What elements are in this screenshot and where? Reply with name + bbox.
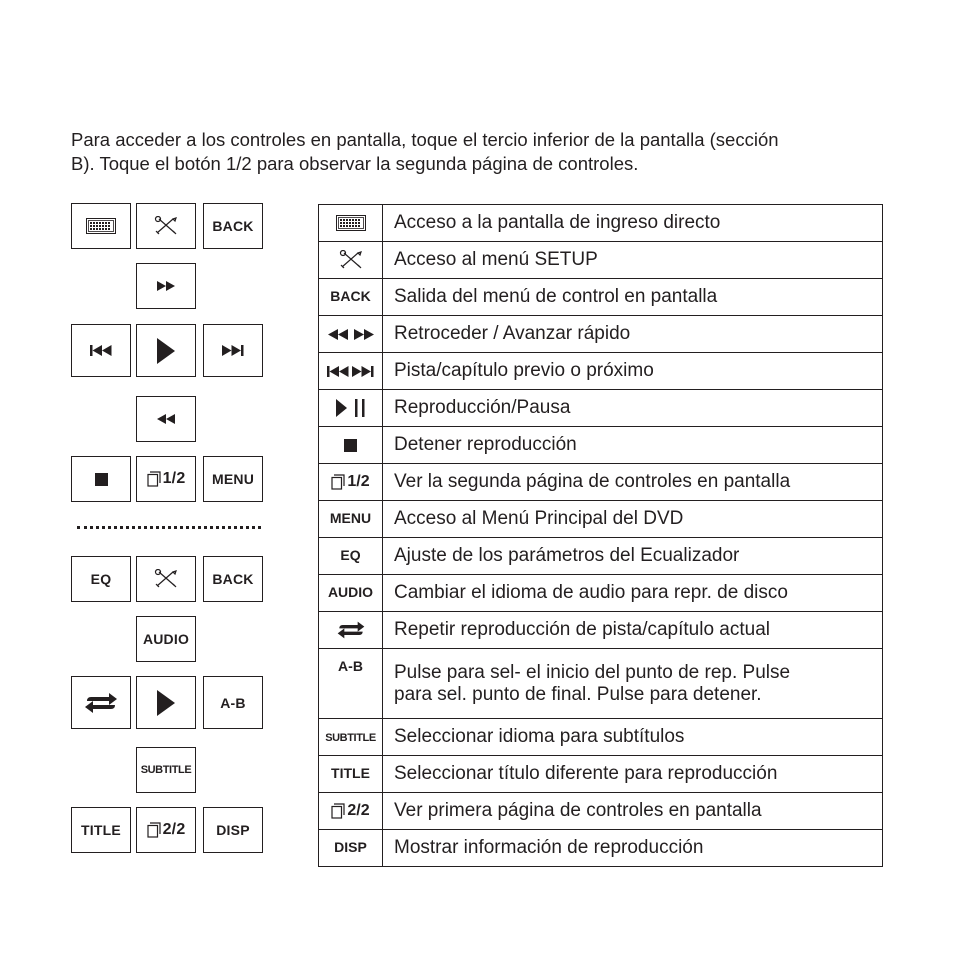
- legend-menu-label: MENU: [329, 510, 372, 526]
- disp-button[interactable]: [203, 807, 263, 853]
- legend-row: [319, 830, 883, 867]
- pages-icon: [331, 474, 345, 490]
- legend-description: Cambiar el idioma de audio para repr. de disco: [383, 575, 883, 612]
- back-button-2[interactable]: [203, 556, 263, 602]
- back-button-label: BACK: [212, 218, 254, 234]
- legend-row: [319, 501, 883, 538]
- legend-page-2-2-label: 2/2: [347, 802, 370, 819]
- legend-icon-cell: [319, 649, 383, 719]
- rewind-icon: [328, 329, 348, 340]
- page-1-2-button[interactable]: [136, 456, 196, 502]
- legend-row: [319, 464, 883, 501]
- title-button-label: TITLE: [81, 822, 121, 838]
- legend-description-line-1: Pulse para sel- el inicio del punto de rep. Pulse: [394, 661, 791, 683]
- tools-icon: [153, 569, 179, 589]
- keypad-button[interactable]: [71, 203, 131, 249]
- legend-row: [319, 279, 883, 316]
- keypad-icon: [86, 218, 116, 234]
- stop-button[interactable]: [71, 456, 131, 502]
- menu-button[interactable]: [203, 456, 263, 502]
- setup-button-2[interactable]: [136, 556, 196, 602]
- legend-icon-cell: [319, 793, 383, 830]
- play-icon: [157, 338, 175, 364]
- back-button[interactable]: [203, 203, 263, 249]
- disp-button-label: DISP: [216, 822, 250, 838]
- legend-row: [319, 719, 883, 756]
- legend-row: [319, 316, 883, 353]
- back-button-2-label: BACK: [212, 571, 254, 587]
- audio-button[interactable]: [136, 616, 196, 662]
- legend-description-line-2: para sel. punto de final. Pulse para detener.: [394, 683, 762, 705]
- legend-description: Retroceder / Avanzar rápido: [383, 316, 883, 353]
- legend-row: [319, 575, 883, 612]
- legend-icon-cell: [319, 316, 383, 353]
- legend-icon-cell: [319, 719, 383, 756]
- fast-forward-button[interactable]: [136, 263, 196, 309]
- legend-description: [383, 649, 883, 719]
- legend-subtitle-label: SUBTITLE: [325, 732, 376, 744]
- legend-description: Acceso a la pantalla de ingreso directo: [383, 205, 883, 242]
- legend-audio-label: AUDIO: [327, 584, 374, 600]
- legend-title-label: TITLE: [331, 765, 370, 781]
- legend-icon-cell: [319, 353, 383, 390]
- next-track-icon: [352, 366, 374, 377]
- legend-page-1-2-label: 1/2: [347, 473, 370, 490]
- legend-row: [319, 649, 883, 719]
- stop-icon: [344, 439, 357, 452]
- repeat-button[interactable]: [71, 676, 131, 729]
- pages-icon: [331, 803, 345, 819]
- legend-row: [319, 612, 883, 649]
- legend-icon-cell: [319, 575, 383, 612]
- legend-icon-cell: [319, 390, 383, 427]
- legend-description: Salida del menú de control en pantalla: [383, 279, 883, 316]
- legend-description: Repetir reproducción de pista/capítulo actual: [383, 612, 883, 649]
- legend-table: [318, 204, 883, 867]
- play-icon: [157, 690, 175, 716]
- eq-button-label: EQ: [90, 571, 112, 587]
- page-2-2-button[interactable]: [136, 807, 196, 853]
- next-track-button[interactable]: [203, 324, 263, 377]
- legend-icon-cell: [319, 612, 383, 649]
- rewind-icon: [157, 414, 175, 424]
- previous-track-icon: [90, 345, 112, 356]
- legend-ab-label: A-B: [338, 658, 363, 674]
- previous-track-icon: [327, 366, 349, 377]
- legend-icon-cell: [319, 756, 383, 793]
- next-track-icon: [222, 345, 244, 356]
- ab-button[interactable]: [203, 676, 263, 729]
- page-divider: [77, 526, 261, 529]
- tools-icon: [338, 250, 364, 270]
- legend-icon-cell: [319, 538, 383, 575]
- audio-button-label: AUDIO: [142, 631, 190, 647]
- legend-description: Mostrar información de reproducción: [383, 830, 883, 867]
- legend-icon-cell: [319, 830, 383, 867]
- page-1-2-label: 1/2: [162, 470, 186, 487]
- play-button-2[interactable]: [136, 676, 196, 729]
- setup-button[interactable]: [136, 203, 196, 249]
- legend-row: [319, 793, 883, 830]
- page-2-2-label: 2/2: [162, 821, 186, 838]
- legend-description: Acceso al Menú Principal del DVD: [383, 501, 883, 538]
- legend-eq-label: EQ: [340, 547, 361, 563]
- legend-description: Ver primera página de controles en pantalla: [383, 793, 883, 830]
- legend-row: [319, 390, 883, 427]
- legend-icon-cell: [319, 279, 383, 316]
- legend-row: [319, 427, 883, 464]
- legend-description: Detener reproducción: [383, 427, 883, 464]
- stop-icon: [95, 473, 108, 486]
- legend-description: Ver la segunda página de controles en pantalla: [383, 464, 883, 501]
- legend-row: [319, 756, 883, 793]
- legend-row: [319, 538, 883, 575]
- legend-row: [319, 353, 883, 390]
- play-button[interactable]: [136, 324, 196, 377]
- legend-description: Seleccionar idioma para subtítulos: [383, 719, 883, 756]
- legend-icon-cell: [319, 205, 383, 242]
- rewind-button[interactable]: [136, 396, 196, 442]
- tools-icon: [153, 216, 179, 236]
- legend-description: Acceso al menú SETUP: [383, 242, 883, 279]
- eq-button[interactable]: [71, 556, 131, 602]
- play-icon: [336, 399, 347, 417]
- fast-forward-icon: [354, 329, 374, 340]
- pages-icon: [147, 471, 161, 487]
- menu-button-label: MENU: [211, 471, 255, 487]
- legend-row: [319, 205, 883, 242]
- previous-track-button[interactable]: [71, 324, 131, 377]
- legend-row: [319, 242, 883, 279]
- legend-description: Seleccionar título diferente para reproducción: [383, 756, 883, 793]
- pages-icon: [147, 822, 161, 838]
- intro-line-2: B). Toque el botón 1/2 para observar la segunda página de controles.: [71, 153, 639, 174]
- title-button[interactable]: [71, 807, 131, 853]
- legend-description: Pista/capítulo previo o próximo: [383, 353, 883, 390]
- legend-description: Ajuste de los parámetros del Ecualizador: [383, 538, 883, 575]
- legend-back-label: BACK: [330, 288, 371, 304]
- repeat-icon: [83, 692, 119, 714]
- subtitle-button-label: SUBTITLE: [140, 764, 192, 776]
- legend-icon-cell: [319, 242, 383, 279]
- fast-forward-icon: [157, 281, 175, 291]
- pause-icon: [355, 399, 365, 417]
- ab-button-label: A-B: [220, 694, 246, 711]
- repeat-icon: [336, 620, 366, 640]
- legend-icon-cell: [319, 464, 383, 501]
- intro-line-1: Para acceder a los controles en pantalla, toque el tercio inferior de la pantalla (sección: [71, 129, 779, 150]
- legend-icon-cell: [319, 427, 383, 464]
- legend-description: Reproducción/Pausa: [383, 390, 883, 427]
- legend-disp-label: DISP: [334, 839, 367, 855]
- keypad-icon: [336, 215, 366, 231]
- legend-icon-cell: [319, 501, 383, 538]
- subtitle-button[interactable]: [136, 747, 196, 793]
